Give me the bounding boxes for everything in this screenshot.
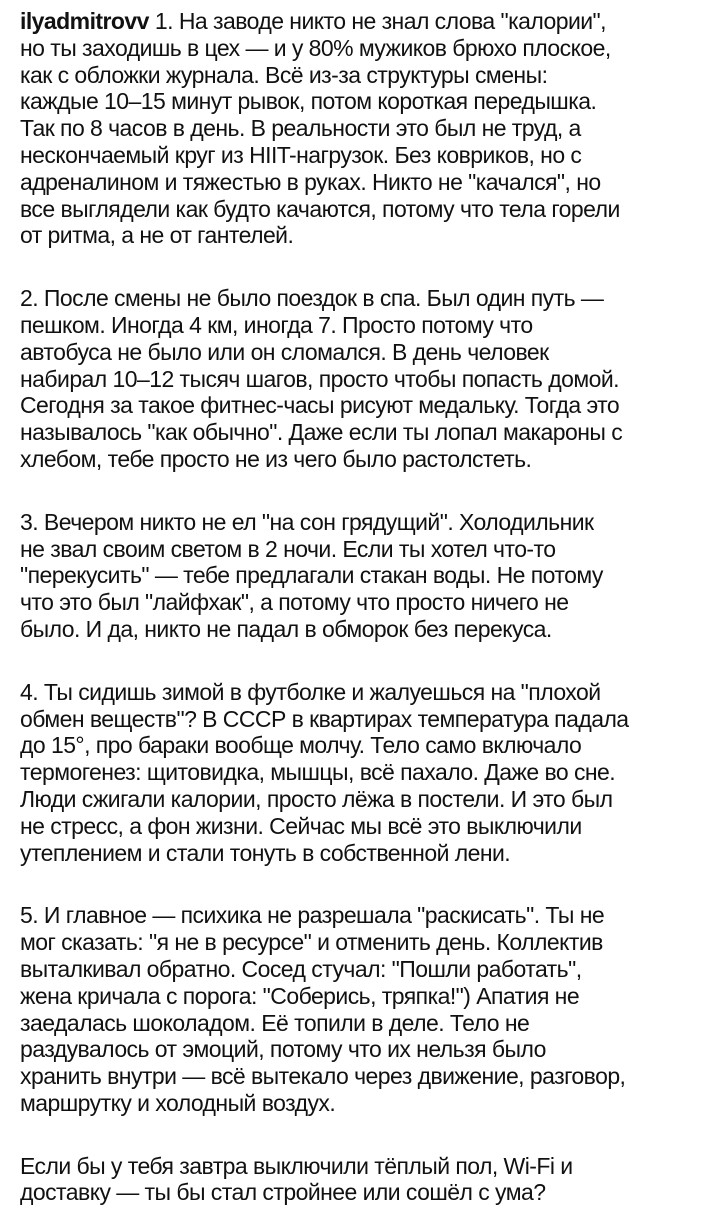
caption-line [20,312,710,339]
caption-line-text: не звал своим светом в 2 ночи. Если ты хотел что-то [20,535,556,562]
caption-line-text: Так по 8 часов в день. В реальности это был не труд, а [20,115,581,142]
caption-line-text: нескончаемый круг из HIIT-нагрузок. Без ковриков, но с [20,141,582,168]
caption-line-text: все выглядели как будто качаются, потому что тела горели [20,195,620,222]
caption-line [20,983,710,1010]
caption-line [20,419,710,446]
caption-line-text: пешком. Иногда 4 км, иногда 7. Просто потому что [20,311,533,338]
caption-paragraph [20,509,710,643]
caption-line [20,929,710,956]
caption-line-text: каждые 10–15 минут рывок, потом короткая передышка. [20,88,597,115]
caption-paragraph [20,679,710,867]
caption-line [20,366,710,393]
caption-line-text: 4. Ты сидишь зимой в футболке и жалуешься на "плохой [20,678,601,705]
caption-line [20,196,710,223]
caption-line [20,786,710,813]
caption-line [20,222,710,249]
caption-line-text: что это был "лайфхак", а потому что просто ничего не [20,589,569,616]
caption-line [20,732,710,759]
caption-line-text: 2. После смены не было поездок в спа. Был один путь — [20,285,604,312]
caption-line [20,759,710,786]
caption-line-text: хранить внутри — всё вытекало через движение, разговор, [20,1063,626,1090]
caption-paragraph [20,902,710,1116]
caption-line-text: называлось "как обычно". Даже если ты лопал макароны с [20,419,623,446]
caption-line [20,169,710,196]
caption-line-text: автобуса не было или он сломался. В день человек [20,338,549,365]
caption-line [20,88,710,115]
caption-paragraph [20,8,710,249]
caption-line [20,115,710,142]
caption-line-text: мог сказать: "я не в ресурсе" и отменить день. Коллектив [20,929,603,956]
caption-line-text: не стресс, а фон жизни. Сейчас мы всё это выключили [20,812,582,839]
caption-line-text: "перекусить" — тебе предлагали стакан воды. Не потому [20,562,603,589]
caption-line [20,562,710,589]
caption-line [20,8,710,35]
caption-line-text: но ты заходишь в цех — и у 80% мужиков брюхо плоское, [20,34,611,61]
caption-line-text: маршрутку и холодный воздух. [20,1089,336,1116]
caption-line [20,706,710,733]
caption-line [20,1179,710,1206]
caption-line-text: жена кричала с порога: "Соберись, тряпка!") Апатия не [20,982,580,1009]
caption-line-text: раздувалось от эмоций, потому что их нельзя было [20,1036,546,1063]
caption-line [20,1063,710,1090]
caption-line-text: утеплением и стали тонуть в собственной лени. [20,839,511,866]
caption-line-text: 5. И главное — психика не разрешала "раскисать". Ты не [20,902,605,929]
caption-line-text: Сегодня за такое фитнес-часы рисуют медальку. Тогда это [20,392,620,419]
caption-line [20,142,710,169]
caption-line [20,1010,710,1037]
caption-line-text: Если бы у тебя завтра выключили тёплый пол, Wi-Fi и [20,1152,573,1179]
username-link[interactable]: ilyadmitrovv [20,8,149,34]
caption-line [20,1090,710,1117]
caption-line-text: 1. На заводе никто не знал слова "калории", [154,8,607,34]
caption-line [20,35,710,62]
caption-line-text: Люди сжигали калории, просто лёжа в постели. И это был [20,785,613,812]
caption-line [20,902,710,929]
caption-line-text: адреналином и тяжестью в руках. Никто не "качался", но [20,168,601,195]
caption-paragraph [20,1153,710,1206]
caption-line-text: термогенез: щитовидка, мышцы, всё пахало. Даже во сне. [20,759,616,786]
caption-line [20,285,710,312]
caption-line-text: заедалась шоколадом. Её топили в деле. Тело не [20,1009,530,1036]
caption-line [20,840,710,867]
post-caption [20,8,710,1206]
caption-line-text: было. И да, никто не падал в обморок без перекуса. [20,615,552,642]
caption-line-text: до 15°, про бараки вообще молчу. Тело само включало [20,732,582,759]
caption-line [20,589,710,616]
caption-line [20,1036,710,1063]
caption-line [20,813,710,840]
caption-line-text: доставку — ты бы стал стройнее или сошёл с ума? [20,1179,546,1206]
caption-line-text: обмен веществ"? В СССР в квартирах температура падала [20,705,629,732]
caption-line [20,62,710,89]
caption-line [20,392,710,419]
caption-line [20,956,710,983]
caption-line-text: от ритма, а не от гантелей. [20,222,294,249]
caption-line [20,536,710,563]
caption-line [20,616,710,643]
caption-line [20,339,710,366]
caption-line-text: выталкивал обратно. Сосед стучал: "Пошли работать", [20,955,582,982]
caption-line [20,509,710,536]
caption-line-text: как с обложки журнала. Всё из-за структуры смены: [20,61,548,88]
caption-line [20,679,710,706]
caption-line [20,446,710,473]
caption-line-text: 3. Вечером никто не ел "на сон грядущий". Холодильник [20,508,594,535]
caption-line-text: хлебом, тебе просто не из чего было растолстеть. [20,445,532,472]
caption-line [20,1153,710,1180]
caption-line-text: набирал 10–12 тысяч шагов, просто чтобы попасть домой. [20,365,619,392]
caption-paragraph [20,285,710,473]
